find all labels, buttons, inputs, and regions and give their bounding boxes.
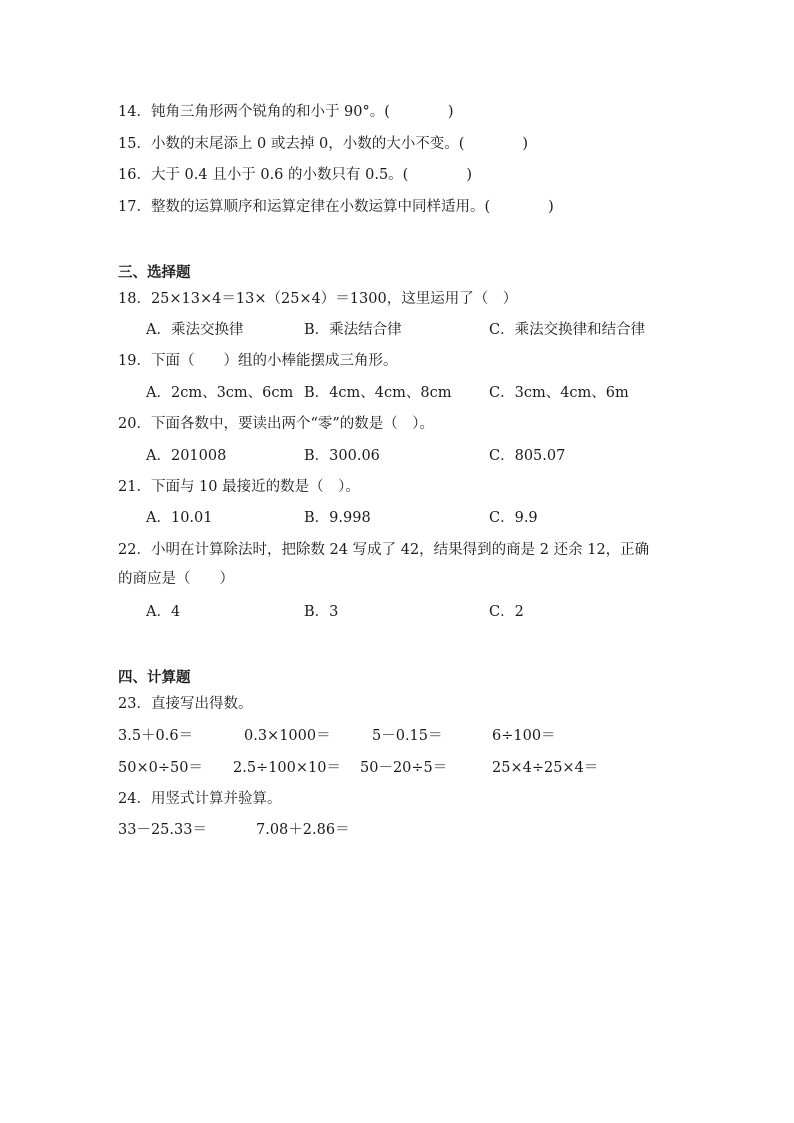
question-20-option-b: B．300.06 [304, 448, 380, 464]
question-22-stem-line1: 22．小明在计算除法时，把除数 24 写成了 42，结果得到的商是 2 还余 12，正确 [118, 542, 650, 558]
question-20-option-a: A．201008 [146, 448, 227, 464]
calc-item: 6÷100＝ [492, 728, 556, 744]
calc-item: 5－0.15＝ [372, 728, 443, 744]
question-18-option-c: C．乘法交换律和结合律 [489, 322, 646, 338]
question-24-stem: 24．用竖式计算并验算。 [118, 791, 282, 807]
section-title-choice: 三、选择题 [118, 264, 191, 281]
question-15: 15．小数的末尾添上 0 或去掉 0，小数的大小不变。( ) [118, 136, 529, 152]
question-19-stem: 19．下面（ ）组的小棒能摆成三角形。 [118, 353, 398, 369]
question-18-stem: 18．25×13×4＝13×（25×4）＝1300，这里运用了（ ） [118, 291, 518, 307]
question-21-option-c: C．9.9 [489, 510, 538, 526]
calc-item: 33－25.33＝ [118, 822, 207, 838]
question-19-option-a: A．2cm、3cm、6cm [146, 385, 294, 401]
question-18-option-a: A．乘法交换律 [146, 322, 244, 338]
question-22-option-a: A．4 [146, 604, 181, 620]
question-19-option-b: B．4cm、4cm、8cm [304, 385, 452, 401]
calc-item: 50×0÷50＝ [118, 760, 203, 776]
calc-item: 50－20÷5＝ [360, 760, 448, 776]
question-20-stem: 20．下面各数中，要读出两个“零”的数是（ ）。 [118, 416, 435, 432]
question-22-option-c: C．2 [489, 604, 524, 620]
question-19-option-c: C．3cm、4cm、6m [489, 385, 629, 401]
calc-item: 0.3×1000＝ [244, 728, 331, 744]
question-14: 14．钝角三角形两个锐角的和小于 90°。( ) [118, 104, 454, 120]
question-23-stem: 23．直接写出得数。 [118, 696, 253, 712]
calc-item: 25×4÷25×4＝ [492, 760, 599, 776]
question-21-option-a: A．10.01 [146, 510, 213, 526]
calc-item: 7.08＋2.86＝ [256, 822, 350, 838]
section-title-calculation: 四、计算题 [118, 669, 191, 686]
question-16: 16．大于 0.4 且小于 0.6 的小数只有 0.5。( ) [118, 167, 472, 183]
question-21-option-b: B．9.998 [304, 510, 371, 526]
calc-item: 2.5÷100×10＝ [233, 760, 341, 776]
question-21-stem: 21．下面与 10 最接近的数是（ ）。 [118, 479, 360, 495]
question-18-option-b: B．乘法结合律 [304, 322, 402, 338]
calc-item: 3.5＋0.6＝ [118, 728, 194, 744]
question-22-option-b: B．3 [304, 604, 339, 620]
question-20-option-c: C．805.07 [489, 448, 566, 464]
question-22-stem-line2: 的商应是（ ） [118, 571, 234, 587]
question-17: 17．整数的运算顺序和运算定律在小数运算中同样适用。( ) [118, 199, 554, 215]
